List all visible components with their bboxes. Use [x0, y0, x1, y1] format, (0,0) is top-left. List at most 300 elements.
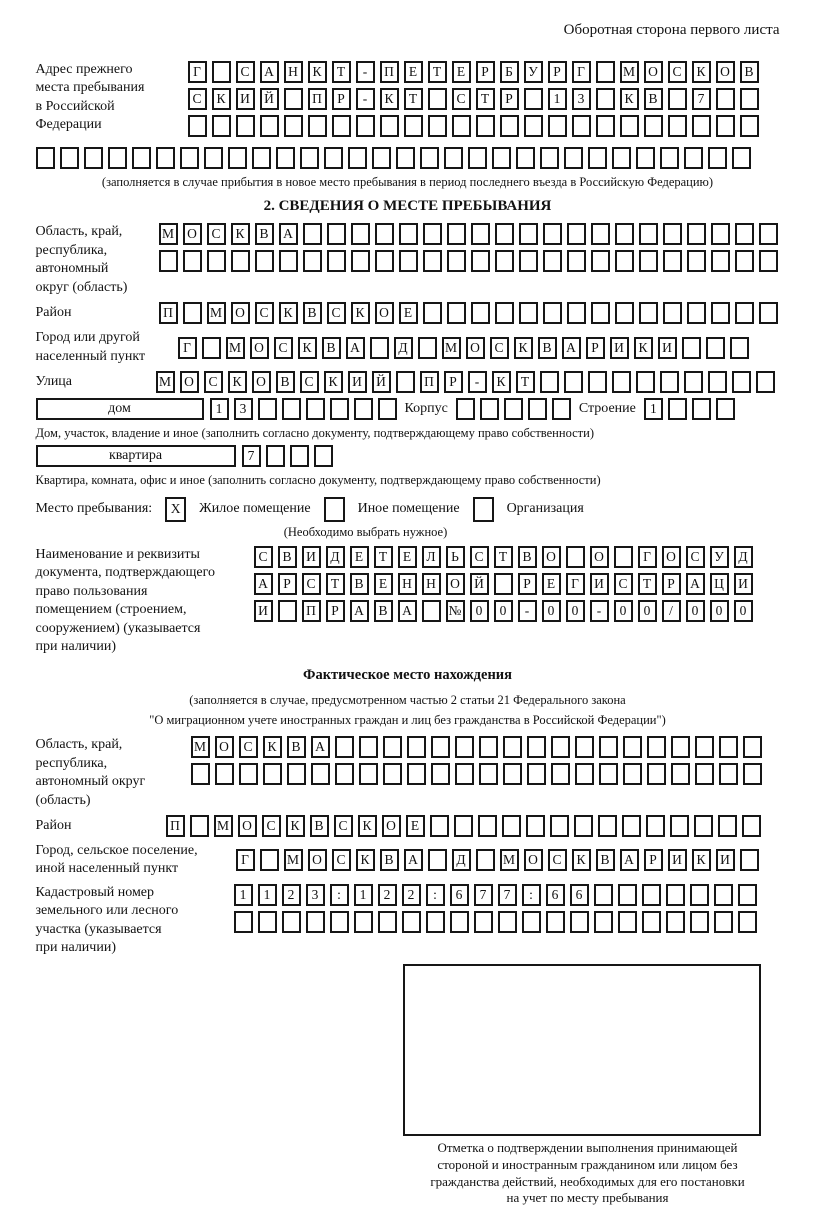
- char-box: С: [262, 815, 281, 837]
- prev-address-label: Адрес прежнего места пребывания в Российской Федерации: [36, 61, 188, 135]
- char-box: [330, 911, 349, 933]
- char-box: [711, 250, 730, 272]
- char-box: [239, 763, 258, 785]
- char-box: [732, 371, 751, 393]
- char-box: М: [214, 815, 233, 837]
- prev-address-row-3: [188, 115, 759, 137]
- char-box: 1: [644, 398, 663, 420]
- char-box: [639, 302, 658, 324]
- char-box: [428, 88, 447, 110]
- char-box: [687, 250, 706, 272]
- char-box: К: [634, 337, 653, 359]
- char-box: [471, 250, 490, 272]
- char-box: [407, 763, 426, 785]
- char-box: [614, 546, 633, 568]
- char-box: -: [356, 88, 375, 110]
- char-box: [236, 115, 255, 137]
- char-box: Т: [476, 88, 495, 110]
- char-box: [716, 88, 735, 110]
- char-box: Ь: [446, 546, 465, 568]
- char-box: О: [375, 302, 394, 324]
- char-box: 0: [470, 600, 489, 622]
- char-box: [180, 147, 199, 169]
- char-box: [543, 250, 562, 272]
- char-box: В: [380, 849, 399, 871]
- char-box: [290, 445, 309, 467]
- char-box: [575, 736, 594, 758]
- char-box: К: [279, 302, 298, 324]
- char-box: [447, 250, 466, 272]
- char-box: [356, 115, 375, 137]
- char-box: О: [238, 815, 257, 837]
- char-box: 1: [354, 884, 373, 906]
- district-block: [36, 302, 780, 324]
- document-rows: [254, 546, 753, 627]
- char-box: Е: [452, 61, 471, 83]
- char-box: 2: [378, 884, 397, 906]
- char-box: [711, 223, 730, 245]
- char-box: [306, 398, 325, 420]
- document-label: Наименование и реквизиты документа, подтверждающего право пользования помещением (строением, сооружением) (указывается при наличии): [36, 546, 254, 657]
- char-box: [759, 250, 778, 272]
- char-box: О: [466, 337, 485, 359]
- char-box: [300, 147, 319, 169]
- char-box: [599, 763, 618, 785]
- char-box: [668, 398, 687, 420]
- apartment-block: [36, 445, 780, 467]
- char-box: [402, 911, 421, 933]
- char-box: [706, 337, 725, 359]
- prev-address-footnote: (заполняется в случае прибытия в новое место пребывания в период последнего въезда в Российскую Федерацию): [36, 174, 780, 190]
- char-box: 0: [542, 600, 561, 622]
- char-box: [596, 88, 615, 110]
- char-box: [756, 371, 775, 393]
- char-box: [407, 736, 426, 758]
- char-box: М: [159, 223, 178, 245]
- char-box: [647, 736, 666, 758]
- char-box: К: [380, 88, 399, 110]
- char-box: [383, 736, 402, 758]
- char-box: К: [228, 371, 247, 393]
- char-box: [639, 250, 658, 272]
- char-box: [263, 763, 282, 785]
- char-box: В: [596, 849, 615, 871]
- stay-type-label: Место пребывания:: [36, 501, 153, 517]
- char-box: 6: [546, 884, 565, 906]
- char-box: М: [442, 337, 461, 359]
- char-box: Л: [422, 546, 441, 568]
- char-box: С: [236, 61, 255, 83]
- cadastral-row-2: [234, 911, 757, 933]
- char-box: [190, 815, 209, 837]
- char-box: Н: [422, 573, 441, 595]
- char-box: М: [226, 337, 245, 359]
- char-box: В: [350, 573, 369, 595]
- char-box: [504, 398, 523, 420]
- fact-region-rows: [191, 736, 762, 790]
- char-box: [258, 398, 277, 420]
- char-box: [378, 911, 397, 933]
- char-box: [690, 884, 709, 906]
- char-box: [332, 115, 351, 137]
- char-box: [519, 302, 538, 324]
- char-box: В: [276, 371, 295, 393]
- char-box: [684, 147, 703, 169]
- char-box: [636, 371, 655, 393]
- char-box: В: [538, 337, 557, 359]
- prev-address-row-4: [36, 147, 751, 169]
- char-box: О: [382, 815, 401, 837]
- char-box: [642, 884, 661, 906]
- stay-type-note: (Необходимо выбрать нужное): [216, 524, 516, 540]
- document-row-2: [254, 573, 753, 595]
- char-box: [303, 250, 322, 272]
- korpus-label: Корпус: [405, 401, 448, 417]
- char-box: [202, 337, 221, 359]
- char-box: [422, 600, 441, 622]
- char-box: [740, 849, 759, 871]
- char-box: [430, 815, 449, 837]
- char-box: [570, 911, 589, 933]
- char-box: Г: [638, 546, 657, 568]
- char-box: 7: [242, 445, 261, 467]
- char-box: [527, 763, 546, 785]
- char-box: [687, 302, 706, 324]
- stay-type-option-residential-label: Жилое помещение: [199, 501, 310, 517]
- char-box: [567, 302, 586, 324]
- char-box: [528, 398, 547, 420]
- char-box: И: [658, 337, 677, 359]
- char-box: [684, 371, 703, 393]
- char-box: У: [710, 546, 729, 568]
- char-box: [714, 884, 733, 906]
- char-box: [743, 736, 762, 758]
- stay-type-checkbox-organization: [473, 497, 494, 522]
- char-box: С: [207, 223, 226, 245]
- char-box: [212, 115, 231, 137]
- char-box: [540, 371, 559, 393]
- char-box: [378, 398, 397, 420]
- document-row-3: [254, 600, 753, 622]
- char-box: А: [350, 600, 369, 622]
- char-box: [324, 497, 345, 522]
- char-box: [740, 88, 759, 110]
- char-box: С: [255, 302, 274, 324]
- char-box: [620, 115, 639, 137]
- char-box: [314, 445, 333, 467]
- char-box: [567, 250, 586, 272]
- house-note: Дом, участок, владение и иное (заполнить согласно документу, подтверждающему право собственности): [36, 425, 780, 441]
- char-box: [473, 497, 494, 522]
- char-box: [354, 911, 373, 933]
- char-box: Т: [428, 61, 447, 83]
- char-box: Т: [326, 573, 345, 595]
- char-box: [423, 223, 442, 245]
- char-box: О: [180, 371, 199, 393]
- char-box: [594, 911, 613, 933]
- char-box: Е: [406, 815, 425, 837]
- house-widebox: дом: [36, 398, 204, 420]
- char-box: [454, 815, 473, 837]
- char-box: К: [351, 302, 370, 324]
- korpus-row: [456, 398, 571, 420]
- char-box: К: [492, 371, 511, 393]
- char-box: [228, 147, 247, 169]
- char-box: [695, 763, 714, 785]
- char-box: В: [310, 815, 329, 837]
- char-box: К: [692, 849, 711, 871]
- char-box: [660, 147, 679, 169]
- char-box: 0: [710, 600, 729, 622]
- char-box: [735, 223, 754, 245]
- prev-address-row-2: [188, 88, 759, 110]
- char-box: [468, 147, 487, 169]
- street-label: Улица: [36, 373, 156, 391]
- char-box: [566, 546, 585, 568]
- char-box: [738, 884, 757, 906]
- char-box: М: [156, 371, 175, 393]
- char-box: М: [207, 302, 226, 324]
- char-box: В: [278, 546, 297, 568]
- apartment-row: [242, 445, 333, 467]
- char-box: [423, 250, 442, 272]
- char-box: С: [548, 849, 567, 871]
- char-box: [308, 115, 327, 137]
- char-box: [502, 815, 521, 837]
- char-box: Г: [178, 337, 197, 359]
- char-box: М: [620, 61, 639, 83]
- char-box: [183, 302, 202, 324]
- char-box: [231, 250, 250, 272]
- char-box: Г: [566, 573, 585, 595]
- char-box: [716, 398, 735, 420]
- cadastral-label: Кадастровый номер земельного или лесного участка (указывается при наличии): [36, 884, 234, 958]
- char-box: [742, 815, 761, 837]
- char-box: [550, 815, 569, 837]
- char-box: П: [380, 61, 399, 83]
- char-box: [447, 302, 466, 324]
- char-box: [636, 147, 655, 169]
- char-box: О: [446, 573, 465, 595]
- char-box: Т: [494, 546, 513, 568]
- char-box: В: [287, 736, 306, 758]
- char-box: [132, 147, 151, 169]
- char-box: [351, 250, 370, 272]
- char-box: [618, 911, 637, 933]
- char-box: [471, 223, 490, 245]
- char-box: [159, 250, 178, 272]
- char-box: [738, 911, 757, 933]
- char-box: Е: [374, 573, 393, 595]
- char-box: [471, 302, 490, 324]
- char-box: 7: [692, 88, 711, 110]
- char-box: П: [166, 815, 185, 837]
- char-box: [431, 763, 450, 785]
- char-box: [730, 337, 749, 359]
- char-box: [476, 849, 495, 871]
- char-box: [503, 763, 522, 785]
- char-box: [695, 736, 714, 758]
- char-box: [516, 147, 535, 169]
- actual-location-note-1: (заполняется в случае, предусмотренном частью 2 статьи 21 Федерального закона: [36, 692, 780, 708]
- char-box: [663, 302, 682, 324]
- char-box: [492, 147, 511, 169]
- char-box: С: [239, 736, 258, 758]
- char-box: [36, 147, 55, 169]
- char-box: [503, 736, 522, 758]
- char-box: [671, 763, 690, 785]
- char-box: С: [327, 302, 346, 324]
- char-box: К: [212, 88, 231, 110]
- city-row: [178, 337, 749, 359]
- fact-district-block: [36, 815, 780, 837]
- char-box: [284, 115, 303, 137]
- char-box: [711, 302, 730, 324]
- char-box: [383, 763, 402, 785]
- char-box: К: [572, 849, 591, 871]
- char-box: К: [298, 337, 317, 359]
- char-box: [615, 223, 634, 245]
- char-box: П: [159, 302, 178, 324]
- char-box: [552, 398, 571, 420]
- char-box: [596, 115, 615, 137]
- char-box: [719, 736, 738, 758]
- char-box: [278, 600, 297, 622]
- char-box: К: [358, 815, 377, 837]
- char-box: К: [231, 223, 250, 245]
- char-box: [370, 337, 389, 359]
- char-box: И: [716, 849, 735, 871]
- char-box: Р: [332, 88, 351, 110]
- char-box: [311, 763, 330, 785]
- stroenie-label: Строение: [579, 401, 636, 417]
- char-box: В: [374, 600, 393, 622]
- char-box: [428, 115, 447, 137]
- stay-type-checkbox-other: [324, 497, 345, 522]
- char-box: О: [183, 223, 202, 245]
- char-box: [260, 115, 279, 137]
- char-box: В: [518, 546, 537, 568]
- char-box: №: [446, 600, 465, 622]
- char-box: [663, 223, 682, 245]
- char-box: А: [620, 849, 639, 871]
- char-box: X: [165, 497, 186, 522]
- char-box: [668, 115, 687, 137]
- char-box: Г: [236, 849, 255, 871]
- char-box: [500, 115, 519, 137]
- char-box: [207, 250, 226, 272]
- char-box: С: [188, 88, 207, 110]
- char-box: В: [303, 302, 322, 324]
- city-block: [36, 329, 780, 366]
- char-box: [330, 398, 349, 420]
- char-box: С: [614, 573, 633, 595]
- fact-city-label: Город, сельское поселение, иной населенный пункт: [36, 842, 236, 879]
- char-box: [420, 147, 439, 169]
- char-box: Р: [548, 61, 567, 83]
- stroenie-row: [644, 398, 735, 420]
- char-box: 3: [306, 884, 325, 906]
- char-box: К: [308, 61, 327, 83]
- fact-region-block: [36, 736, 780, 810]
- char-box: 0: [686, 600, 705, 622]
- form-back-page: [8, 0, 808, 1180]
- char-box: [612, 147, 631, 169]
- char-box: [452, 115, 471, 137]
- char-box: [594, 884, 613, 906]
- char-box: [671, 736, 690, 758]
- char-box: В: [644, 88, 663, 110]
- region-block: [36, 223, 780, 297]
- char-box: К: [286, 815, 305, 837]
- char-box: [572, 115, 591, 137]
- char-box: К: [692, 61, 711, 83]
- char-box: [404, 115, 423, 137]
- char-box: [327, 223, 346, 245]
- char-box: О: [542, 546, 561, 568]
- cadastral-rows: [234, 884, 757, 938]
- char-box: [204, 147, 223, 169]
- char-box: [694, 815, 713, 837]
- char-box: К: [514, 337, 533, 359]
- char-box: [183, 250, 202, 272]
- char-box: Т: [332, 61, 351, 83]
- char-box: О: [250, 337, 269, 359]
- char-box: [431, 736, 450, 758]
- stamp-caption: Отметка о подтверждении выполнения принимающей стороной и иностранным гражданином или лицом без гражданства действий, необходимых для его постановки на учет по месту пребывания: [358, 1140, 815, 1207]
- char-box: [588, 147, 607, 169]
- char-box: [494, 573, 513, 595]
- char-box: 2: [402, 884, 421, 906]
- stay-type-option-other-label: Иное помещение: [358, 501, 460, 517]
- char-box: [522, 911, 541, 933]
- char-box: [618, 884, 637, 906]
- char-box: [591, 302, 610, 324]
- char-box: [690, 911, 709, 933]
- char-box: А: [254, 573, 273, 595]
- stay-type-checkbox-residential: [165, 497, 186, 522]
- char-box: [60, 147, 79, 169]
- char-box: Т: [374, 546, 393, 568]
- char-box: С: [334, 815, 353, 837]
- char-box: [540, 147, 559, 169]
- actual-location-note-2: "О миграционном учете иностранных граждан и лиц без гражданства в Российской Федерации"): [36, 712, 780, 728]
- char-box: Д: [452, 849, 471, 871]
- char-box: [735, 250, 754, 272]
- char-box: [588, 371, 607, 393]
- char-box: [718, 815, 737, 837]
- stay-type-option-organization-label: Организация: [507, 501, 584, 517]
- char-box: [423, 302, 442, 324]
- char-box: [716, 115, 735, 137]
- apartment-note: Квартира, комната, офис и иное (заполнить согласно документу, подтверждающему право собственности): [36, 472, 780, 488]
- char-box: [759, 223, 778, 245]
- district-row: [159, 302, 778, 324]
- fact-region-row-1: [191, 736, 762, 758]
- char-box: [551, 736, 570, 758]
- char-box: [660, 371, 679, 393]
- char-box: Р: [662, 573, 681, 595]
- char-box: К: [620, 88, 639, 110]
- char-box: [426, 911, 445, 933]
- char-box: С: [254, 546, 273, 568]
- house-block: [36, 398, 780, 420]
- char-box: [663, 250, 682, 272]
- char-box: И: [236, 88, 255, 110]
- char-box: [108, 147, 127, 169]
- char-box: [479, 763, 498, 785]
- char-box: [543, 302, 562, 324]
